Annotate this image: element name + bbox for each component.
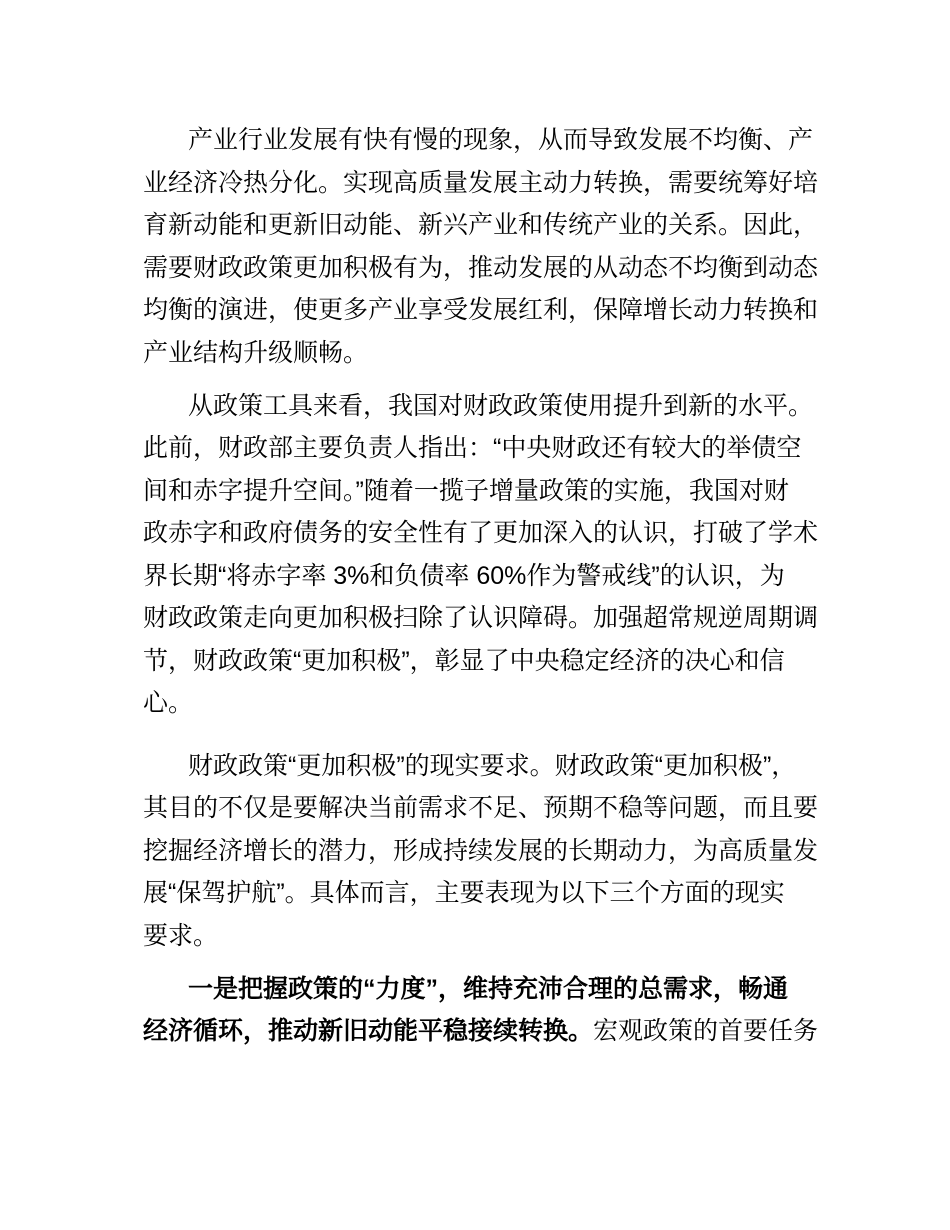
text-line — [143, 385, 820, 428]
text-line — [143, 830, 820, 873]
text-segment: 经济循环，推动新旧动能平稳接续转换。 — [143, 1017, 594, 1045]
text-segment: 界长期“将赤字率 3%和负债率 60%作为警戒线”的认识，为 — [143, 561, 785, 590]
text-segment: 财政政策走向更加积极扫除了认识障碍。加强超常规逆周期调 — [143, 604, 819, 632]
text-line — [143, 247, 820, 290]
text-segment: 产业结构升级顺畅。 — [143, 338, 369, 367]
text-line — [143, 597, 820, 640]
text-line — [143, 968, 820, 1011]
text-segment: 节，财政政策“更加积极”，彰显了中央稳定经济的决心和信 — [143, 646, 785, 675]
text-segment: 一是把握政策的“力度”，维持充沛合理的总需求，畅通 — [188, 974, 789, 1003]
text-line — [143, 640, 820, 683]
text-line — [143, 512, 820, 555]
text-line — [143, 872, 820, 915]
text-segment: 育新动能和更新旧动能、新兴产业和传统产业的关系。因此， — [143, 211, 819, 239]
paragraph — [143, 968, 820, 1053]
text-segment: 从政策工具来看，我国对财政政策使用提升到新的水平。 — [188, 391, 814, 420]
text-line — [143, 332, 820, 375]
text-line — [143, 745, 820, 788]
text-segment: 间和赤字提升空间。”随着一揽子增量政策的实施，我国对财 — [143, 476, 789, 505]
text-line — [143, 555, 820, 598]
paragraph — [143, 385, 820, 725]
text-line — [143, 1010, 820, 1053]
text-line — [143, 915, 820, 958]
text-segment: 宏观政策的首要任务 — [593, 1017, 819, 1045]
text-line — [143, 289, 820, 332]
text-line — [143, 162, 820, 205]
text-segment: 均衡的演进，使更多产业享受发展红利，保障增长动力转换和 — [143, 296, 819, 324]
text-segment: 业经济冷热分化。实现高质量发展主动力转换，需要统筹好培 — [143, 168, 819, 197]
paragraph — [143, 745, 820, 958]
text-line — [143, 787, 820, 830]
text-segment: 此前，财政部主要负责人指出：“中央财政还有较大的举债空 — [143, 434, 802, 462]
text-segment: 挖掘经济增长的潜力，形成持续发展的长期动力，为高质量发 — [143, 836, 819, 865]
text-segment: 其目的不仅是要解决当前需求不足、预期不稳等问题，而且要 — [143, 794, 819, 822]
document-body — [143, 119, 820, 1053]
text-line — [143, 204, 820, 247]
text-segment: 产业行业发展有快有慢的现象，从而导致发展不均衡、产 — [188, 126, 814, 154]
text-segment: 政赤字和政府债务的安全性有了更加深入的认识，打破了学术 — [143, 519, 819, 547]
text-segment: 需要财政政策更加积极有为，推动发展的从动态不均衡到动态 — [143, 253, 819, 282]
text-line — [143, 470, 820, 513]
text-segment: 心。 — [143, 689, 194, 717]
text-line — [143, 119, 820, 162]
text-segment: 要求。 — [143, 921, 219, 950]
text-line — [143, 427, 820, 470]
text-segment: 财政政策“更加积极”的现实要求。财政政策“更加积极”， — [188, 751, 797, 780]
text-line — [143, 682, 820, 725]
text-segment: 展“保驾护航”。具体而言，主要表现为以下三个方面的现实 — [143, 879, 785, 907]
paragraph — [143, 119, 820, 374]
